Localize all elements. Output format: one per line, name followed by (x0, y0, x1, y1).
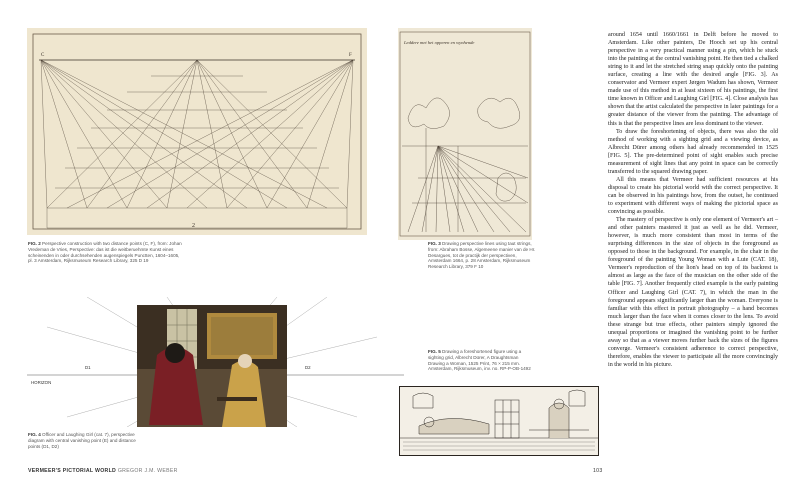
figure-3-bosse-plate (398, 28, 532, 240)
figure-2-caption-lead: FIG. 2 (28, 241, 41, 246)
figure-2-caption-text: Perspective construction with two distance points (C, F), from: Johan Vredeman de Vries, Perspective: das ist die weitberuehmte Kunst eines scheinenden in oder durchsehenden augenspiegels Punctten, 1604–1605, pl. 3 Amsterdam, Rijksmuseum Research Library, 325 D 19 (28, 241, 182, 264)
page-number: 103 (593, 468, 603, 474)
figure-2-perspective-plate (27, 28, 367, 235)
figure-5-durer-woodcut (399, 386, 599, 456)
plate-3-title: Leddere met het opperen en wynhende (404, 40, 475, 45)
figure-4-diagram (27, 297, 404, 427)
figure-3-caption-lead: FIG. 3 (428, 241, 441, 246)
horizon-label: HORIZON (31, 380, 52, 385)
figure-4-caption (28, 432, 148, 449)
figure-3-caption (428, 241, 536, 270)
svg-text:2: 2 (192, 223, 195, 229)
figure-5-caption (428, 349, 536, 372)
body-paragraph-2: To draw the foreshortening of objects, there was also the old method of working with a sighting grid and a viewing device, as Albrecht Dürer among others had already recommended in 1525 [FIG. 5]. The pre-determined point of sight enables such precise measurement of sight lines that any point in space can be correctly transferred to the squared drawing paper. (608, 128, 778, 175)
body-paragraph-1: around 1654 until 1660/1661 in Delft before he moved to Amsterdam. Like other painters, De Hooch set up his central perspective in a very practical manner using a pin, which he stuck into the painting at the central vanishing point. He then tied a chalked string to it and let the stretched string snap quickly onto the painting surface, creating a line with the desired angle [FIG. 3]. As conservator and Vermeer expert Jørgen Wadum has shown, Vermeer made use of this method in at least sixteen of his paintings, the first time known in Officer and Laughing Girl [FIG. 4]. Close analysis has shown that the artist calculated the perspective in later paintings for a greater distance of the viewer from the painting. The advantage of this is that the perspective lines are less dominant to the viewer. (608, 32, 778, 127)
distance-point-d1-label: D1 (85, 365, 91, 370)
running-head-author: GREGOR J.M. WEBER (117, 468, 178, 474)
officer-and-laughing-girl-painting (137, 305, 287, 427)
svg-text:C: C (41, 53, 45, 58)
figure-4-caption-lead: FIG. 4 (28, 432, 41, 437)
painting-image (137, 305, 287, 427)
distance-point-d2-label: D2 (305, 365, 311, 370)
running-head-title: VERMEER'S PICTORIAL WORLD (28, 468, 117, 474)
figure-5-caption-lead: FIG. 5 (428, 349, 441, 354)
figure-4-caption-text: Officer and Laughing Girl (cat. 7), perspective diagram with central vanishing point (E) and distance points (D1, D2) (28, 432, 136, 449)
running-footer (28, 468, 178, 474)
taut-string-perspective-drawing (398, 28, 532, 240)
figure-5-caption-text: Drawing a foreshortened figure using a sighting grid, Albrecht Dürer, A Draughtsman Drawing a Woman, 1525 Print, 76 × 215 mm. Amsterdam, Rijksmuseum, inv. no. RP-P-OB-1492 (428, 349, 531, 372)
perspective-construction-drawing (27, 28, 367, 235)
body-text-column (608, 31, 778, 369)
body-paragraph-3: All this means that Vermeer had sufficient resources at his disposal to create his pictorial world with the correct perspective. It can be observed in his paintings how, from the outset, he continued to experiment with different ways of making the pictorial space as convincing as possible. (608, 176, 778, 216)
draughtsman-drawing-a-woman-print (399, 386, 599, 456)
svg-text:F: F (349, 53, 352, 58)
body-paragraph-4: The mastery of perspective is only one element of Vermeer's art – and other painters mastered it just as well as he did. Vermeer, however, is much more consistent than most in terms of the surprising differences in the size of objects in the foreground as opposed to those in the background. For example, in the chair in the foreground of the painting Young Woman with a Lute (CAT. 18), Vermeer's reproduction of the lion's head on top of its backrest is almost as large as the face of the musician on the other side of the table [FIG. 7]. Another frequently cited example is the early painting Officer and Laughing Girl (CAT. 7), in which the man in the foreground appears significantly larger than the woman. Everyone is familiar with this effect in portrait photography – a hand becomes much larger than the face when it comes closer to the lens. To avoid these strange but true effects, other painters simply ignored the unequal proportions or imagined the vanishing point to be further away so that as a viewer moves further back the sizes of the figures converge. Vermeer's consistent adherence to correct perspective, therefore, enables the viewer to participate all the more convincingly in the world in his picture. (608, 217, 778, 368)
figure-3-caption-text: Drawing perspective lines using taut strings, from: Abraham Bosse, Algemeene manier van de Hr. Desargues, tot de practijk der perspectiven, Amsterdam 1664, p. 28 Amsterdam, Rijksmuseum Research Library, 379 F 10 (428, 241, 536, 270)
figure-2-caption (28, 241, 183, 264)
